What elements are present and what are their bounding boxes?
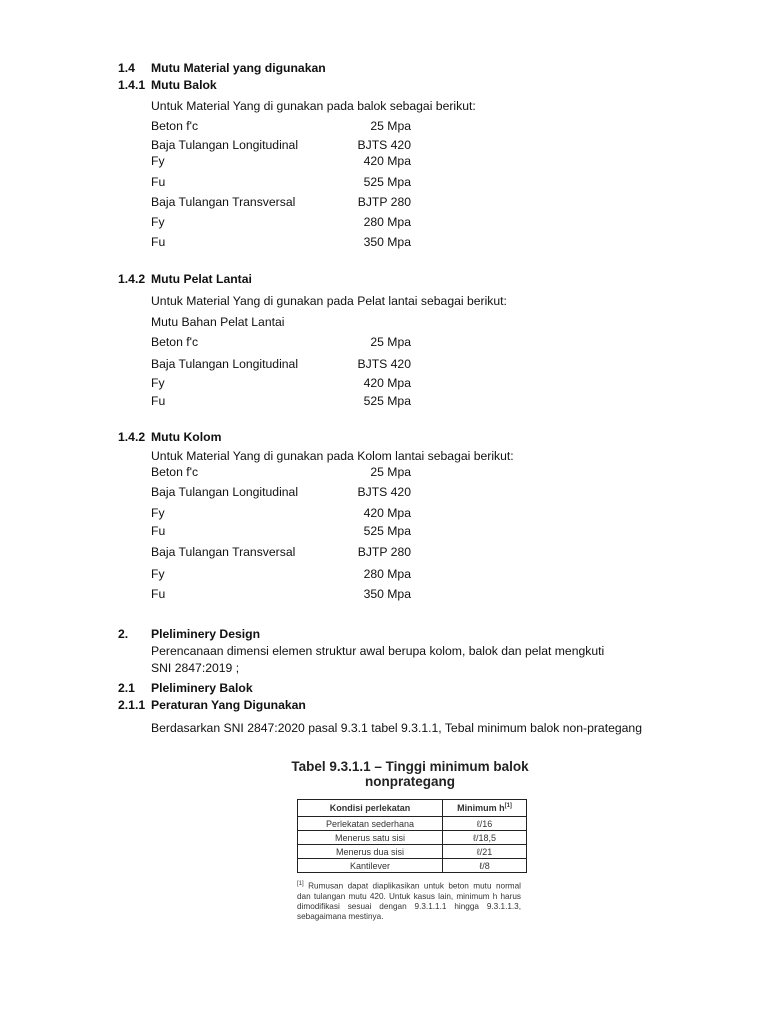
material-value: 350 Mpa xyxy=(363,235,411,249)
section-intro: Untuk Material Yang di gunakan pada Kolom lantai sebagai berikut: xyxy=(151,449,514,463)
table-row xyxy=(298,831,527,845)
footnote-marker: [1] xyxy=(297,881,304,887)
table-row xyxy=(298,859,527,873)
material-value: 420 Mpa xyxy=(363,506,411,520)
section-number: 1.4 xyxy=(118,61,135,75)
section-intro: Untuk Material Yang di gunakan pada Pelat lantai sebagai berikut: xyxy=(151,294,507,308)
material-label: Baja Tulangan Transversal xyxy=(151,195,296,209)
minimum-depth-table xyxy=(297,799,527,873)
table-cell: Menerus satu sisi xyxy=(298,831,443,845)
section-title: Mutu Kolom xyxy=(151,430,222,444)
material-label: Fy xyxy=(151,154,165,168)
material-value: 420 Mpa xyxy=(363,376,411,390)
table-cell: ℓ/18,5 xyxy=(443,831,527,845)
material-label: Beton f'c xyxy=(151,119,199,133)
section-title: Pleliminery Balok xyxy=(151,681,253,695)
section-number: 1.4.1 xyxy=(118,78,146,92)
table-cell: ℓ/21 xyxy=(443,845,527,859)
section-number: 2. xyxy=(118,627,129,641)
section-intro: Untuk Material Yang di gunakan pada balok sebagai berikut: xyxy=(151,99,476,113)
material-value: 525 Mpa xyxy=(363,175,411,189)
section-title: Mutu Material yang digunakan xyxy=(151,61,326,75)
section-title: Mutu Pelat Lantai xyxy=(151,272,252,286)
material-value: 350 Mpa xyxy=(363,587,411,601)
material-label: Fu xyxy=(151,587,166,601)
table-cell: ℓ/16 xyxy=(443,817,527,831)
section-title: Pleliminery Design xyxy=(151,627,261,641)
footnote-marker: [1] xyxy=(504,803,512,809)
material-label: Fy xyxy=(151,506,165,520)
material-label: Fu xyxy=(151,235,166,249)
table-header-text: Minimum h xyxy=(457,803,505,813)
table-cell: Perlekatan sederhana xyxy=(298,817,443,831)
section-paragraph: Perencanaan dimensi elemen struktur awal berupa kolom, balok dan pelat mengkuti SNI 2847:2019 ; xyxy=(151,644,605,675)
material-label: Baja Tulangan Transversal xyxy=(151,545,296,559)
material-value: BJTS 420 xyxy=(357,485,411,499)
section-title: Mutu Balok xyxy=(151,78,217,92)
table-footnote xyxy=(297,879,521,922)
material-value: 25 Mpa xyxy=(370,119,411,133)
material-label: Beton f'c xyxy=(151,335,199,349)
table-cell: ℓ/8 xyxy=(443,859,527,873)
table-header xyxy=(443,800,527,817)
material-value: 525 Mpa xyxy=(363,394,411,408)
section-subintro: Mutu Bahan Pelat Lantai xyxy=(151,315,285,329)
table-title-line2: nonprategang xyxy=(365,774,455,789)
table-header-row xyxy=(298,800,527,817)
table-row xyxy=(298,845,527,859)
material-label: Fu xyxy=(151,175,166,189)
material-label: Baja Tulangan Longitudinal xyxy=(151,357,299,371)
table-row xyxy=(298,817,527,831)
material-value: 280 Mpa xyxy=(363,567,411,581)
material-label: Baja Tulangan Longitudinal xyxy=(151,485,299,499)
material-label: Fu xyxy=(151,524,166,538)
material-label: Fy xyxy=(151,376,165,390)
material-value: BJTP 280 xyxy=(357,195,411,209)
section-paragraph: Berdasarkan SNI 2847:2020 pasal 9.3.1 tabel 9.3.1.1, Tebal minimum balok non-prategang xyxy=(151,721,642,735)
material-label: Fy xyxy=(151,215,165,229)
section-number: 1.4.2 xyxy=(118,430,146,444)
table-cell: Kantilever xyxy=(298,859,443,873)
section-number: 2.1 xyxy=(118,681,135,695)
material-label: Baja Tulangan Longitudinal xyxy=(151,138,299,152)
table-header: Kondisi perlekatan xyxy=(298,800,443,817)
material-label: Beton f'c xyxy=(151,465,199,479)
section-number: 1.4.2 xyxy=(118,272,146,286)
material-value: 25 Mpa xyxy=(370,335,411,349)
material-value: BJTS 420 xyxy=(357,138,411,152)
material-label: Fu xyxy=(151,394,166,408)
material-value: 525 Mpa xyxy=(363,524,411,538)
table-title-line1: Tabel 9.3.1.1 – Tinggi minimum balok xyxy=(291,759,529,774)
section-title: Peraturan Yang Digunakan xyxy=(151,698,306,712)
material-value: BJTS 420 xyxy=(357,357,411,371)
material-value: 25 Mpa xyxy=(370,465,411,479)
footnote-text: Rumusan dapat diaplikasikan untuk beton mutu normal dan tulangan mutu 420. Untuk kasus lain, minimum h harus dimodifikasi sesuai dengan 9.3.1.1.1 hingga 9.3.1.1.3, sebagaimana mestinya. xyxy=(297,881,521,921)
material-label: Fy xyxy=(151,567,165,581)
material-value: BJTP 280 xyxy=(357,545,411,559)
material-value: 420 Mpa xyxy=(363,154,411,168)
material-value: 280 Mpa xyxy=(363,215,411,229)
table-cell: Menerus dua sisi xyxy=(298,845,443,859)
section-number: 2.1.1 xyxy=(118,698,146,712)
